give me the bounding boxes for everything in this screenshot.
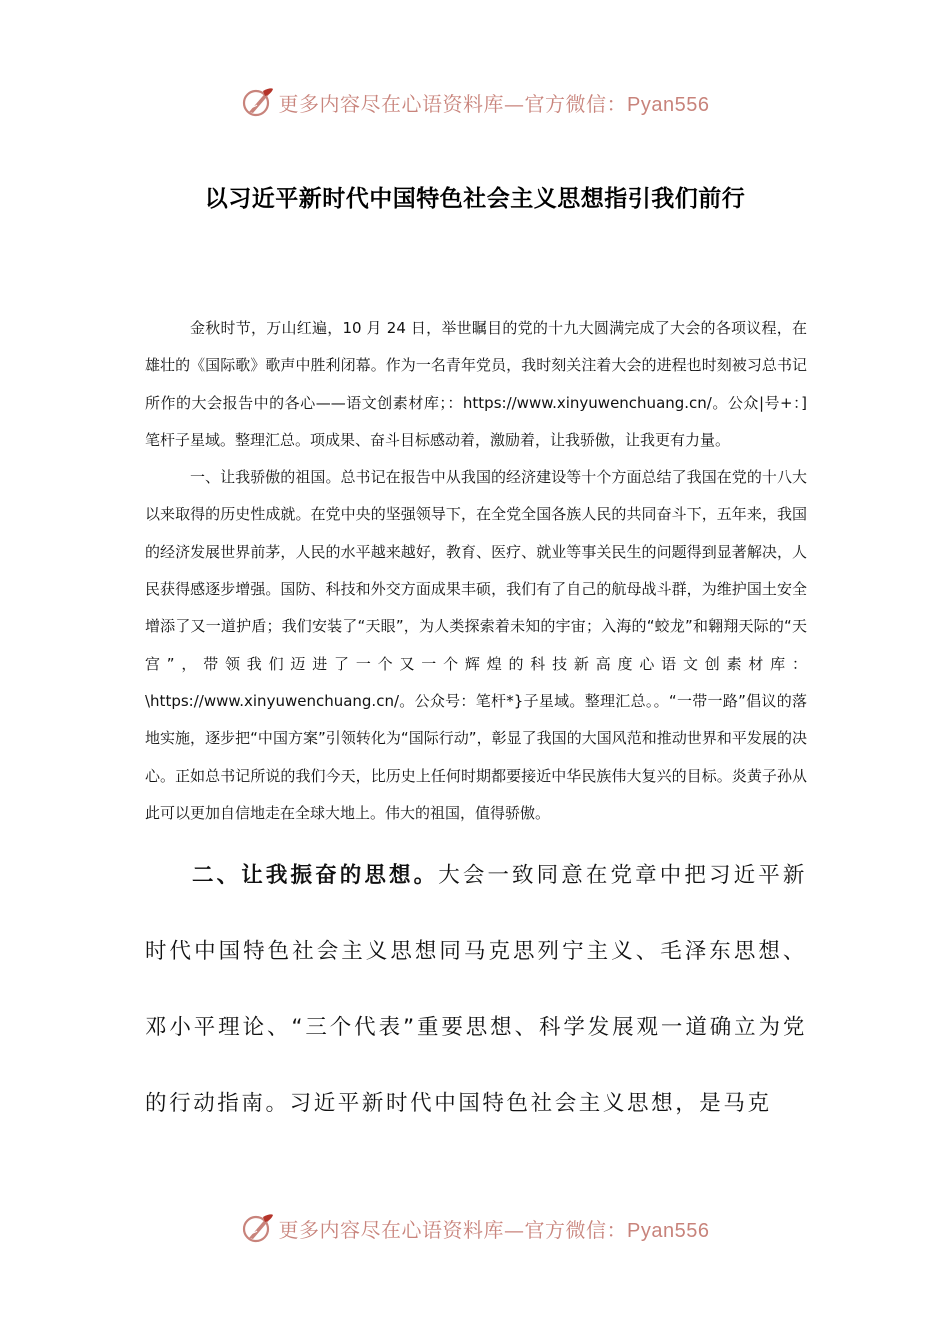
watermark-label: 更多内容尽在心语资料库—官方微信：: [278, 91, 628, 116]
quill-pen-circle-icon: [241, 1211, 275, 1245]
section-2-heading: 二、让我振奋的思想。: [192, 863, 439, 889]
watermark-header: [0, 80, 950, 124]
watermark-footer: [0, 1206, 950, 1250]
watermark-label-footer: 更多内容尽在心语资料库—官方微信：: [278, 1217, 628, 1242]
watermark-wechat-footer: Pyan556: [627, 1219, 710, 1242]
paragraph-section-2: [145, 838, 807, 1142]
quill-pen-circle-icon: [241, 85, 275, 119]
document-title: 以习近平新时代中国特色社会主义思想指引我们前行: [204, 186, 746, 212]
watermark-text-footer: [279, 1214, 710, 1243]
document-body: [145, 310, 807, 1142]
paragraph-intro: 金秋时节，万山红遍，10 月 24 日，举世瞩目的党的十九大圆满完成了大会的各项议程，在雄壮的《国际歌》歌声中胜利闭幕。作为一名青年党员，我时刻关注着大会的进程也时刻被习总书记所作的大会报告中的各心——语文创素材库；：https://www.xinyuwenchuang.cn/。公众|号+：]笔杆子星域。整理汇总。项成果、奋斗目标感动着，激励着，让我骄傲，让我更有力量。: [145, 319, 807, 449]
watermark-text: [279, 88, 710, 117]
watermark-wechat: Pyan556: [627, 93, 710, 116]
paragraph-section-1: 一、让我骄傲的祖国。总书记在报告中从我国的经济建设等十个方面总结了我国在党的十八大以来取得的历史性成就。在党中央的坚强领导下，在全党全国各族人民的共同奋斗下，五年来，我国的经济发展世界前茅，人民的水平越来越好，教育、医疗、就业等事关民生的问题得到显著解决，人民获得感逐步增强。国防、科技和外交方面成果丰硕，我们有了自己的航母战斗群，为维护国土安全增添了又一道护盾；我们安装了“天眼”，为人类探索着未知的宇宙；入海的“蛟龙”和翱翔天际的“天宫”，带领我们迈进了一个又一个辉煌的科技新高度心语文创素材库：\https://www.xinyuwenchuang.cn/。公众号：笔杆*}子星域。整理汇总。。“一带一路”倡议的落地实施，逐步把“中国方案”引领转化为“国际行动”，彰显了我国的大国风范和推动世界和平发展的决心。正如总书记所说的我们今天，比历史上任何时期都要接近中华民族伟大复兴的目标。炎黄子孙从此可以更加自信地走在全球大地上。伟大的祖国，值得骄傲。: [145, 468, 808, 822]
section-2-text: 大会一致同意在党章中把习近平新时代中国特色社会主义思想同马克思列宁主义、毛泽东思想、邓小平理论、“三个代表”重要思想、科学发展观一道确立为党的行动指南。习近平新时代中国特色社会主义思想，是马克: [145, 863, 807, 1117]
